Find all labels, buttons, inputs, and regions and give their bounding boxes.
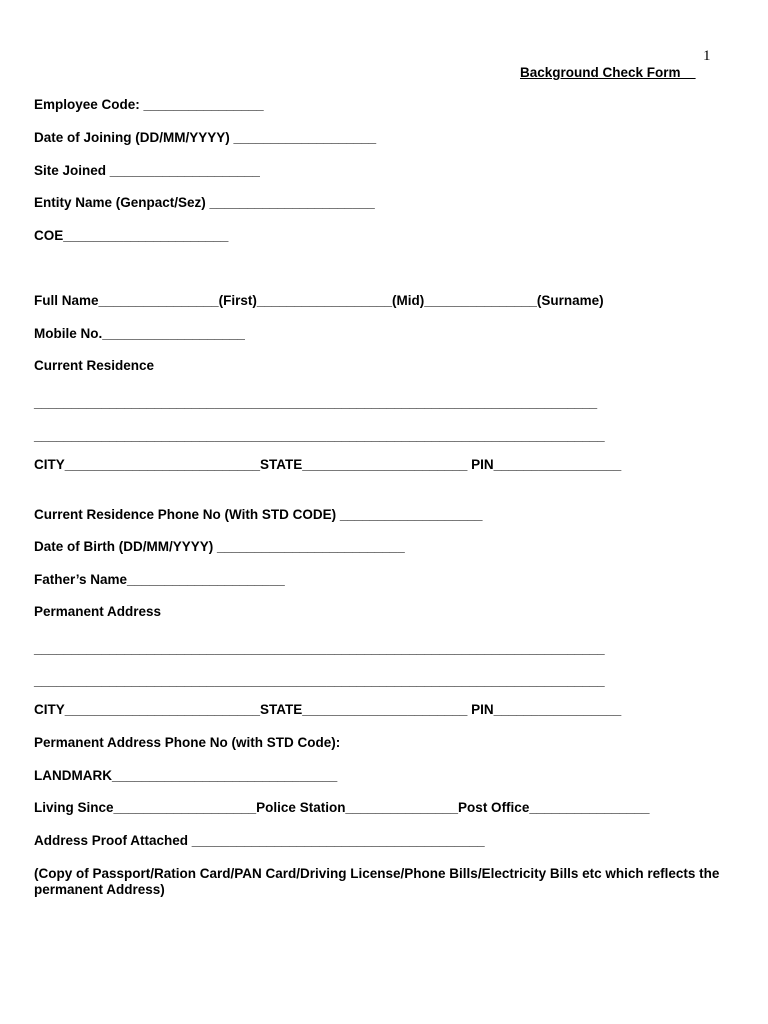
landmark-field[interactable]: LANDMARK______________________________ xyxy=(34,768,338,783)
permanent-address-line-1[interactable]: ____________________________________________________________________________ xyxy=(34,641,605,656)
full-name-field[interactable]: Full Name________________(First)__________________(Mid)_______________(Surname) xyxy=(34,293,604,308)
permanent-address-phone-field[interactable]: Permanent Address Phone No (with STD Code): xyxy=(34,735,341,750)
current-residence-phone-field[interactable]: Current Residence Phone No (With STD CODE) ___________________ xyxy=(34,507,483,522)
entity-name-field[interactable]: Entity Name (Genpact/Sez) ______________________ xyxy=(34,195,375,210)
permanent-address-line-2[interactable]: ____________________________________________________________________________ xyxy=(34,673,605,688)
form-title: Background Check Form__ xyxy=(520,65,696,80)
living-since-field[interactable]: Living Since___________________Police Station_______________Post Office________________ xyxy=(34,800,650,815)
site-joined-field[interactable]: Site Joined ____________________ xyxy=(34,163,260,178)
current-residence-line-2[interactable]: ____________________________________________________________________________ xyxy=(34,428,605,443)
coe-field[interactable]: COE______________________ xyxy=(34,228,229,243)
address-proof-note: (Copy of Passport/Ration Card/PAN Card/Driving License/Phone Bills/Electricity Bills etc which reflects the permanent Address) xyxy=(34,866,720,897)
current-city-state-pin-field[interactable]: CITY__________________________STATE______________________ PIN_________________ xyxy=(34,457,622,472)
mobile-no-field[interactable]: Mobile No.___________________ xyxy=(34,326,245,341)
page-number: 1 xyxy=(703,48,711,64)
permanent-address-label: Permanent Address xyxy=(34,604,162,619)
date-of-joining-field[interactable]: Date of Joining (DD/MM/YYYY) ___________________ xyxy=(34,130,377,145)
current-residence-label: Current Residence xyxy=(34,358,155,373)
employee-code-field[interactable]: Employee Code: ________________ xyxy=(34,97,264,112)
permanent-city-state-pin-field[interactable]: CITY__________________________STATE______________________ PIN_________________ xyxy=(34,702,622,717)
address-proof-field[interactable]: Address Proof Attached _______________________________________ xyxy=(34,833,485,848)
fathers-name-field[interactable]: Father’s Name_____________________ xyxy=(34,572,285,587)
current-residence-line-1[interactable]: ___________________________________________________________________________ xyxy=(34,395,598,410)
date-of-birth-field[interactable]: Date of Birth (DD/MM/YYYY) _________________________ xyxy=(34,539,405,554)
